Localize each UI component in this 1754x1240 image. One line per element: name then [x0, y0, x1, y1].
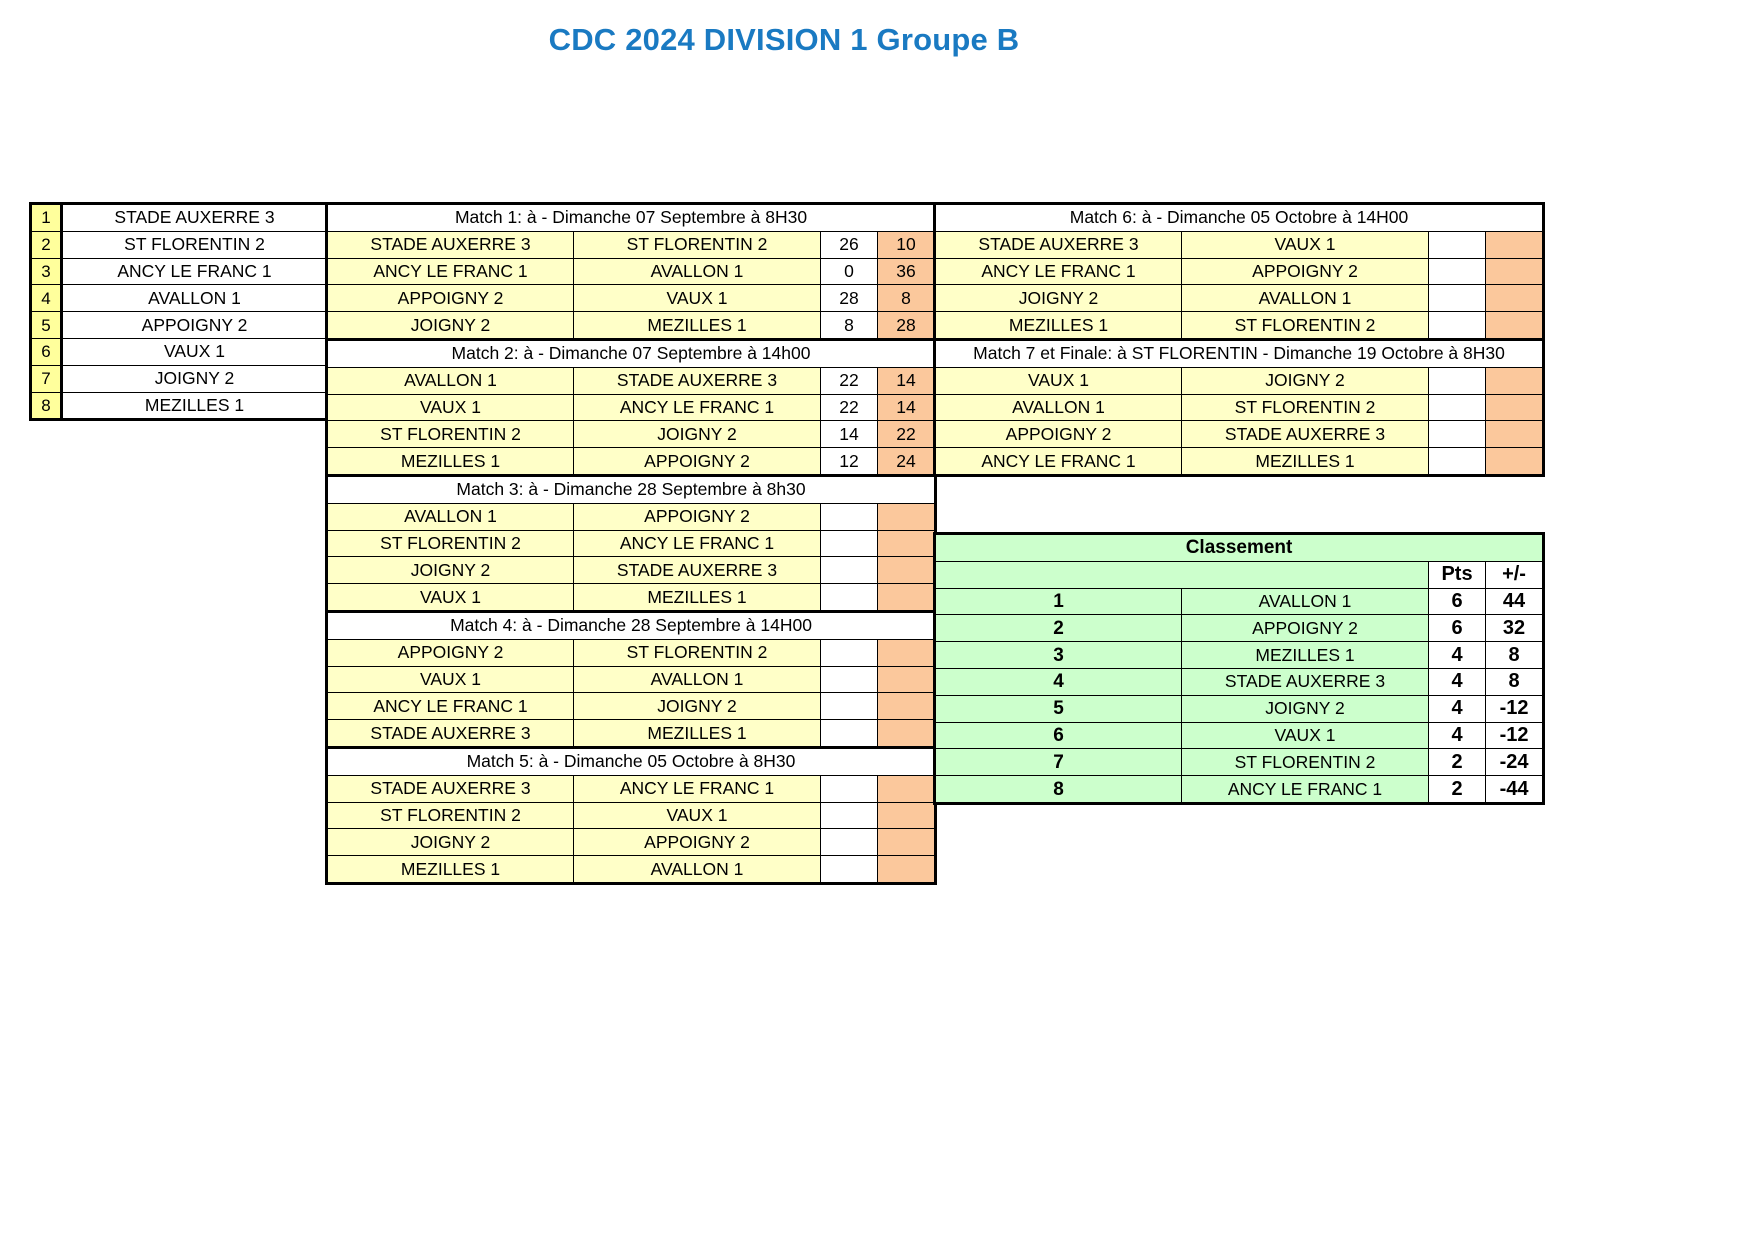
away-score [1486, 421, 1544, 448]
away-score: 36 [878, 258, 936, 285]
match-header: Match 4: à - Dimanche 28 Septembre à 14H00 [327, 611, 936, 639]
home-team: AVALLON 1 [327, 503, 574, 530]
match-header: Match 6: à - Dimanche 05 Octobre à 14H00 [935, 204, 1544, 232]
match-header: Match 5: à - Dimanche 05 Octobre à 8H30 [327, 747, 936, 775]
away-team: ANCY LE FRANC 1 [574, 530, 821, 557]
match-header-row [327, 747, 936, 775]
away-team: AVALLON 1 [574, 856, 821, 884]
goal-difference: -24 [1486, 749, 1544, 776]
home-score [821, 584, 878, 612]
home-team: VAUX 1 [327, 666, 574, 693]
team-number: 1 [31, 204, 62, 232]
home-score [821, 693, 878, 720]
away-team: ST FLORENTIN 2 [1182, 312, 1429, 340]
game-row [327, 557, 936, 584]
away-team: MEZILLES 1 [574, 720, 821, 748]
away-team: JOIGNY 2 [574, 693, 821, 720]
classement-row [935, 668, 1544, 695]
game-row [935, 394, 1544, 421]
game-row [935, 312, 1544, 340]
away-team: JOIGNY 2 [574, 421, 821, 448]
match-header-row [935, 204, 1544, 232]
home-team: ANCY LE FRANC 1 [935, 448, 1182, 476]
match-header-row [327, 339, 936, 367]
rank: 1 [935, 588, 1182, 615]
points: 4 [1429, 642, 1486, 669]
team-name: VAUX 1 [62, 338, 328, 365]
home-team: ANCY LE FRANC 1 [327, 258, 574, 285]
game-row [935, 448, 1544, 476]
home-team: ST FLORENTIN 2 [327, 421, 574, 448]
game-row [327, 258, 936, 285]
away-team: AVALLON 1 [1182, 285, 1429, 312]
away-team: VAUX 1 [574, 285, 821, 312]
home-score [1429, 421, 1486, 448]
match-header-row [935, 339, 1544, 367]
away-team: ST FLORENTIN 2 [1182, 394, 1429, 421]
away-score [878, 856, 936, 884]
home-team: ST FLORENTIN 2 [327, 530, 574, 557]
goal-difference: 8 [1486, 668, 1544, 695]
home-team: ST FLORENTIN 2 [327, 802, 574, 829]
points: 2 [1429, 776, 1486, 804]
away-score [878, 693, 936, 720]
home-score [821, 557, 878, 584]
home-team: APPOIGNY 2 [327, 285, 574, 312]
match-schedule-right [933, 202, 1545, 477]
points: 4 [1429, 695, 1486, 722]
away-score [1486, 312, 1544, 340]
match-header-row [327, 204, 936, 232]
game-row [327, 802, 936, 829]
goal-difference: -12 [1486, 695, 1544, 722]
team-row [31, 204, 328, 232]
classement-row [935, 588, 1544, 615]
game-row [935, 285, 1544, 312]
home-score [1429, 448, 1486, 476]
home-team: STADE AUXERRE 3 [327, 775, 574, 802]
away-score [1486, 367, 1544, 394]
rank: 3 [935, 642, 1182, 669]
home-score [821, 530, 878, 557]
away-score: 24 [878, 448, 936, 476]
game-row [327, 856, 936, 884]
home-score: 14 [821, 421, 878, 448]
away-score [878, 557, 936, 584]
team-row [31, 392, 328, 420]
home-team: AVALLON 1 [935, 394, 1182, 421]
classement-row [935, 776, 1544, 804]
away-score: 8 [878, 285, 936, 312]
classement-title: Classement [935, 534, 1544, 562]
goal-difference: 8 [1486, 642, 1544, 669]
game-row [327, 367, 936, 394]
game-row [327, 394, 936, 421]
away-team: MEZILLES 1 [574, 312, 821, 340]
away-team: APPOIGNY 2 [574, 448, 821, 476]
home-score: 26 [821, 231, 878, 258]
home-score: 22 [821, 367, 878, 394]
page-title: CDC 2024 DIVISION 1 Groupe B [548, 22, 1020, 57]
away-score: 14 [878, 394, 936, 421]
rank: 2 [935, 615, 1182, 642]
game-row [327, 421, 936, 448]
home-team: MEZILLES 1 [327, 448, 574, 476]
rank: 8 [935, 776, 1182, 804]
away-score [878, 503, 936, 530]
home-score [1429, 312, 1486, 340]
team-row [31, 258, 328, 285]
team-name: STADE AUXERRE 3 [62, 204, 328, 232]
team-name: JOIGNY 2 [62, 365, 328, 392]
rank: 6 [935, 722, 1182, 749]
rank: 5 [935, 695, 1182, 722]
away-score [1486, 258, 1544, 285]
game-row [327, 312, 936, 340]
points: 4 [1429, 668, 1486, 695]
away-score: 28 [878, 312, 936, 340]
classement-row [935, 749, 1544, 776]
team-name: AVALLON 1 [62, 285, 328, 312]
away-team: JOIGNY 2 [1182, 367, 1429, 394]
team-name: ST FLORENTIN 2 [62, 231, 328, 258]
team-number: 2 [31, 231, 62, 258]
rank: 4 [935, 668, 1182, 695]
away-score [878, 802, 936, 829]
away-team: ST FLORENTIN 2 [574, 231, 821, 258]
points: 2 [1429, 749, 1486, 776]
away-team: AVALLON 1 [574, 666, 821, 693]
team-row [31, 312, 328, 339]
home-team: ANCY LE FRANC 1 [935, 258, 1182, 285]
game-row [327, 639, 936, 666]
away-score: 10 [878, 231, 936, 258]
goal-difference: -44 [1486, 776, 1544, 804]
game-row [935, 421, 1544, 448]
away-team: APPOIGNY 2 [574, 503, 821, 530]
game-row [327, 503, 936, 530]
game-row [935, 367, 1544, 394]
game-row [935, 231, 1544, 258]
classement-team: ANCY LE FRANC 1 [1182, 776, 1429, 804]
team-number: 7 [31, 365, 62, 392]
home-score [821, 775, 878, 802]
away-score [878, 639, 936, 666]
home-score [1429, 394, 1486, 421]
away-team: STADE AUXERRE 3 [1182, 421, 1429, 448]
game-row [327, 693, 936, 720]
classement-team: ST FLORENTIN 2 [1182, 749, 1429, 776]
away-team: STADE AUXERRE 3 [574, 557, 821, 584]
home-team: JOIGNY 2 [327, 829, 574, 856]
home-team: JOIGNY 2 [327, 312, 574, 340]
team-number: 5 [31, 312, 62, 339]
away-score [878, 720, 936, 748]
team-number: 8 [31, 392, 62, 420]
home-score [1429, 258, 1486, 285]
game-row [327, 720, 936, 748]
home-team: MEZILLES 1 [935, 312, 1182, 340]
game-row [327, 584, 936, 612]
home-team: JOIGNY 2 [327, 557, 574, 584]
team-list [29, 202, 329, 421]
away-team: VAUX 1 [574, 802, 821, 829]
game-row [327, 775, 936, 802]
match-header: Match 7 et Finale: à ST FLORENTIN - Dimanche 19 Octobre à 8H30 [935, 339, 1544, 367]
home-score [1429, 367, 1486, 394]
home-score [1429, 285, 1486, 312]
match-header: Match 2: à - Dimanche 07 Septembre à 14h00 [327, 339, 936, 367]
game-row [327, 666, 936, 693]
away-score [1486, 285, 1544, 312]
home-score: 28 [821, 285, 878, 312]
away-team: MEZILLES 1 [574, 584, 821, 612]
away-team: ANCY LE FRANC 1 [574, 394, 821, 421]
team-row [31, 338, 328, 365]
classement-row [935, 722, 1544, 749]
classement-row [935, 695, 1544, 722]
classement-row [935, 615, 1544, 642]
game-row [327, 448, 936, 476]
match-header-row [327, 475, 936, 503]
goal-difference: 32 [1486, 615, 1544, 642]
home-team: ANCY LE FRANC 1 [327, 693, 574, 720]
away-score [878, 530, 936, 557]
game-row [327, 829, 936, 856]
away-score [878, 666, 936, 693]
classement-team: STADE AUXERRE 3 [1182, 668, 1429, 695]
away-score: 22 [878, 421, 936, 448]
away-score [878, 829, 936, 856]
team-row [31, 365, 328, 392]
game-row [327, 285, 936, 312]
classement-team: JOIGNY 2 [1182, 695, 1429, 722]
home-score [821, 666, 878, 693]
points: 6 [1429, 615, 1486, 642]
match-header-row [327, 611, 936, 639]
away-score [1486, 448, 1544, 476]
classement-team: VAUX 1 [1182, 722, 1429, 749]
away-team: APPOIGNY 2 [574, 829, 821, 856]
home-score [821, 639, 878, 666]
home-team: APPOIGNY 2 [935, 421, 1182, 448]
away-score: 14 [878, 367, 936, 394]
match-header: Match 3: à - Dimanche 28 Septembre à 8h30 [327, 475, 936, 503]
home-score: 0 [821, 258, 878, 285]
home-score: 12 [821, 448, 878, 476]
home-team: STADE AUXERRE 3 [327, 231, 574, 258]
classement-row [935, 642, 1544, 669]
away-team: MEZILLES 1 [1182, 448, 1429, 476]
match-header: Match 1: à - Dimanche 07 Septembre à 8H30 [327, 204, 936, 232]
game-row [935, 258, 1544, 285]
home-team: VAUX 1 [327, 394, 574, 421]
classement-team: AVALLON 1 [1182, 588, 1429, 615]
home-team: JOIGNY 2 [935, 285, 1182, 312]
rank: 7 [935, 749, 1182, 776]
team-number: 6 [31, 338, 62, 365]
home-team: STADE AUXERRE 3 [327, 720, 574, 748]
home-score: 8 [821, 312, 878, 340]
points: 4 [1429, 722, 1486, 749]
home-team: APPOIGNY 2 [327, 639, 574, 666]
goal-difference: -12 [1486, 722, 1544, 749]
away-team: ST FLORENTIN 2 [574, 639, 821, 666]
home-score [1429, 231, 1486, 258]
home-score [821, 720, 878, 748]
team-name: ANCY LE FRANC 1 [62, 258, 328, 285]
team-name: MEZILLES 1 [62, 392, 328, 420]
away-team: VAUX 1 [1182, 231, 1429, 258]
home-team: MEZILLES 1 [327, 856, 574, 884]
home-team: VAUX 1 [935, 367, 1182, 394]
away-team: AVALLON 1 [574, 258, 821, 285]
away-team: APPOIGNY 2 [1182, 258, 1429, 285]
classement-header-blank [935, 561, 1429, 588]
team-name: APPOIGNY 2 [62, 312, 328, 339]
goal-difference: 44 [1486, 588, 1544, 615]
home-score [821, 856, 878, 884]
home-score [821, 802, 878, 829]
home-score: 22 [821, 394, 878, 421]
points: 6 [1429, 588, 1486, 615]
game-row [327, 231, 936, 258]
home-score [821, 503, 878, 530]
team-number: 4 [31, 285, 62, 312]
away-team: STADE AUXERRE 3 [574, 367, 821, 394]
away-score [1486, 231, 1544, 258]
diff-header: +/- [1486, 561, 1544, 588]
away-score [878, 775, 936, 802]
match-schedule-left [325, 202, 937, 885]
home-score [821, 829, 878, 856]
pts-header: Pts [1429, 561, 1486, 588]
team-number: 3 [31, 258, 62, 285]
team-row [31, 231, 328, 258]
game-row [327, 530, 936, 557]
home-team: VAUX 1 [327, 584, 574, 612]
team-row [31, 285, 328, 312]
classement-team: APPOIGNY 2 [1182, 615, 1429, 642]
home-team: STADE AUXERRE 3 [935, 231, 1182, 258]
away-score [878, 584, 936, 612]
home-team: AVALLON 1 [327, 367, 574, 394]
classement-team: MEZILLES 1 [1182, 642, 1429, 669]
classement-table [933, 532, 1545, 805]
away-score [1486, 394, 1544, 421]
away-team: ANCY LE FRANC 1 [574, 775, 821, 802]
